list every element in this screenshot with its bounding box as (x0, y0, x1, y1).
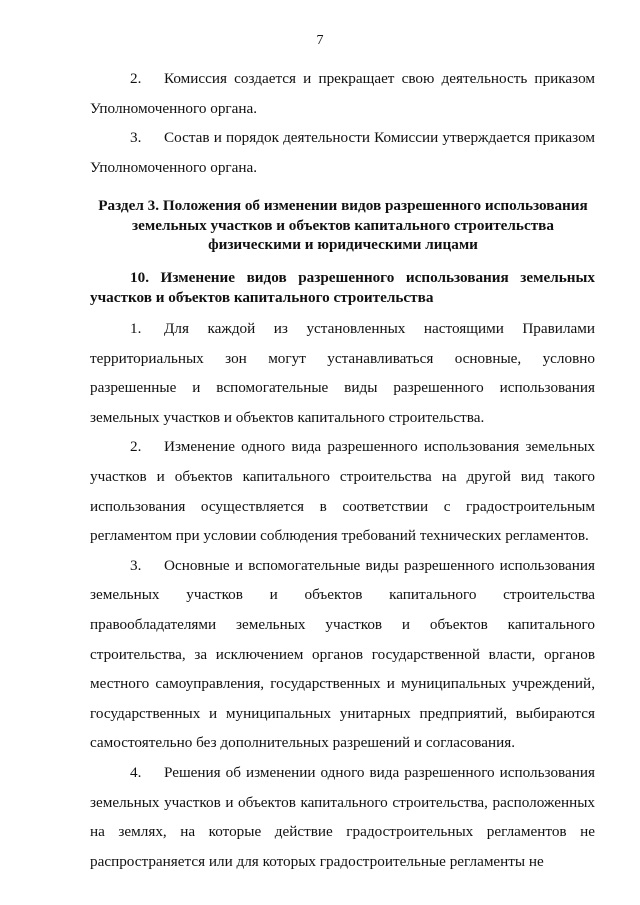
paragraph-text: Состав и порядок деятельности Комиссии утверждается приказом Уполномоченного органа. (90, 129, 595, 176)
article-paragraph-1 (90, 314, 595, 432)
section-heading: Раздел 3. Положения об изменении видов разрешенного использования земельных участков и объектов капитального строительства физическими и юридическими лицами (98, 197, 588, 253)
intro-paragraphs (90, 64, 595, 182)
page-number: 7 (316, 33, 324, 48)
article-paragraph-2 (90, 432, 595, 550)
paragraph-number: 3. (130, 556, 142, 574)
article-heading: 10. Изменение видов разрешенного использования земельных участков и объектов капитального строительства (90, 269, 595, 306)
article-paragraph-3 (90, 551, 595, 758)
paragraph-text: Основные и вспомогательные виды разрешенного использования земельных участков и объектов капитального строительства правообладателями земельных участков и объектов капитального строительства, за исключением органов государственной власти, органов местного самоуправления, государственных и муниципальных учреждений, государственных и муниципальных унитарных предприятий, выбираются самостоятельно без дополнительных разрешений и согласования. (90, 556, 595, 752)
paragraph-number: 1. (130, 320, 142, 337)
paragraph-number: 2. (130, 70, 142, 87)
article-paragraph-4 (90, 758, 595, 876)
paragraph-text: Решения об изменении одного вида разрешенного использования земельных участков и объектов капитального строительства, расположенных на землях, на которые действие градостроительных регламентов не распространяется или для которых градостроительные регламенты не (90, 763, 595, 870)
paragraph-text: Комиссия создается и прекращает свою деятельность приказом Уполномоченного органа. (90, 70, 595, 117)
paragraph-number: 3. (130, 129, 142, 147)
paragraph-number: 4. (130, 763, 142, 781)
paragraph-3 (90, 123, 595, 182)
paragraph-text: Для каждой из установленных настоящими Правилами территориальных зон могут устанавливаться основные, условно разрешенные и вспомогательные виды разрешенного использования земельных участков и объектов капитального строительства. (90, 320, 595, 426)
paragraph-text: Изменение одного вида разрешенного использования земельных участков и объектов капитального строительства на другой вид такого использования осуществляется в соответствии с градостроительным регламентом при условии соблюдения требований технических регламентов. (90, 438, 595, 545)
article-paragraphs (90, 314, 595, 876)
paragraph-2 (90, 64, 595, 123)
paragraph-number: 2. (130, 438, 142, 456)
